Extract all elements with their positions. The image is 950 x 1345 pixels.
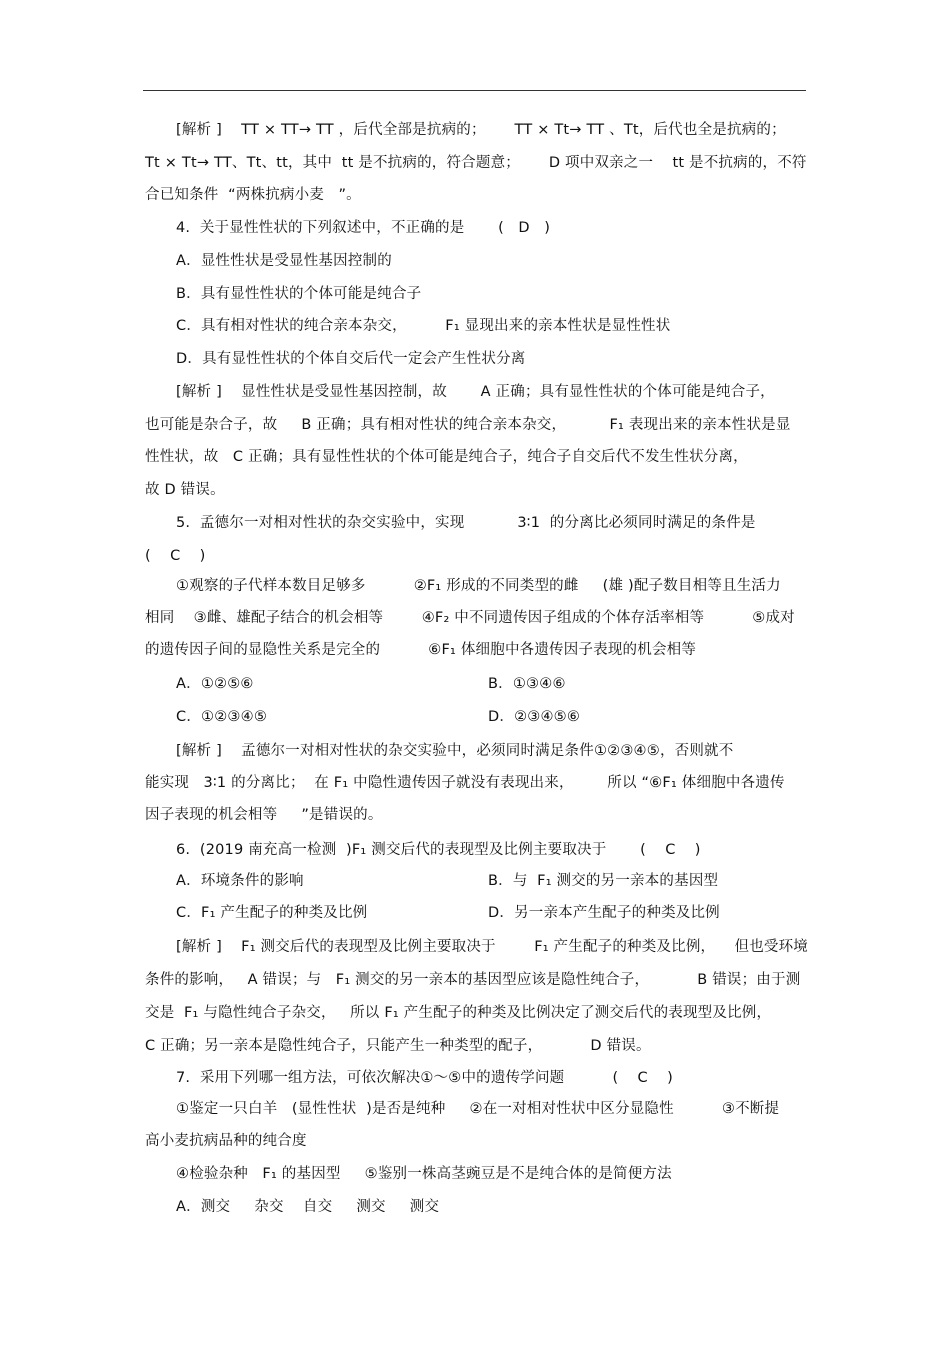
text-line: 因子表现的机会相等 ”是错误的。 (145, 807, 383, 823)
text-line: ④检验杂种 F₁ 的基因型 ⑤鉴别一株高茎豌豆是不是纯合体的是简便方法 (176, 1166, 672, 1182)
answer-option: A．①②⑤⑥ (176, 676, 254, 692)
header-rule (143, 90, 806, 91)
answer-option: A．环境条件的影响 (176, 873, 304, 889)
text-line: 5. 孟德尔一对相对性状的杂交实验中，实现 3∶1 的分离比必须同时满足的条件是 (176, 515, 756, 531)
text-line: Tt × Tt→ TT、Tt、tt，其中 tt 是不抗病的，符合题意； D 项中双亲之一 tt 是不抗病的，不符 (145, 155, 807, 171)
text-line: ①鉴定一只白羊 (显性性状 )是否是纯种 ②在一对相对性状中区分显隐性 ③不断提 (176, 1101, 780, 1117)
text-line: ( C ) (145, 548, 206, 564)
text-line: D．具有显性性状的个体自交后代一定会产生性状分离 (176, 351, 526, 367)
text-line: 也可能是杂合子，故 B 正确；具有相对性状的纯合亲本杂交， F₁ 表现出来的亲本性状是显 (145, 417, 791, 433)
text-line: [解析 ] F₁ 测交后代的表现型及比例主要取决于 F₁ 产生配子的种类及比例， 但也受环境 (176, 939, 808, 955)
text-line: 交是 F₁ 与隐性纯合子杂交， 所以 F₁ 产生配子的种类及比例决定了测交后代的表现型及比例， (145, 1005, 772, 1021)
answer-option: B．①③④⑥ (488, 676, 566, 692)
text-line: [解析 ] 孟德尔一对相对性状的杂交实验中，必须同时满足条件①②③④⑤，否则就不 (176, 743, 734, 759)
answer-option: D．②③④⑤⑥ (488, 709, 581, 725)
text-line: [解析 ] TT × TT→ TT ，后代全部是抗病的； TT × Tt→ TT 、Tt，后代也全是抗病的； (176, 122, 786, 138)
answer-option: C．F₁ 产生配子的种类及比例 (176, 905, 368, 921)
text-line: 相同 ③雌、雄配子结合的机会相等 ④F₂ 中不同遗传因子组成的个体存活率相等 ⑤成对 (145, 610, 795, 626)
answer-option: D．另一亲本产生配子的种类及比例 (488, 905, 720, 921)
text-line: A．测交 杂交 自交 测交 测交 (176, 1199, 440, 1215)
text-line: 条件的影响， A 错误；与 F₁ 测交的另一亲本的基因型应该是隐性纯合子， B 错误；由于测 (145, 972, 801, 988)
text-line: 合已知条件 “两株抗病小麦 ”。 (145, 187, 361, 203)
text-line: ①观察的子代样本数目足够多 ②F₁ 形成的不同类型的雌 (雄 )配子数目相等且生活力 (176, 578, 781, 594)
text-line: A．显性性状是受显性基因控制的 (176, 253, 392, 269)
text-line: 4. 关于显性性状的下列叙述中，不正确的是 ( D ) (176, 220, 551, 236)
text-line: 6. (2019 南充高一检测 )F₁ 测交后代的表现型及比例主要取决于 ( C ) (176, 842, 701, 858)
text-line: 性性状，故 C 正确；具有显性性状的个体可能是纯合子，纯合子自交后代不发生性状分离， (145, 449, 748, 465)
text-line: [解析 ] 显性性状是受显性基因控制，故 A 正确；具有显性性状的个体可能是纯合子， (176, 384, 775, 400)
text-line: 高小麦抗病品种的纯合度 (145, 1133, 307, 1149)
text-line: 的遗传因子间的显隐性关系是完全的 ⑥F₁ 体细胞中各遗传因子表现的机会相等 (145, 642, 697, 658)
answer-option: B．与 F₁ 测交的另一亲本的基因型 (488, 873, 719, 889)
text-line: B．具有显性性状的个体可能是纯合子 (176, 286, 422, 302)
text-line: 能实现 3∶1 的分离比； 在 F₁ 中隐性遗传因子就没有表现出来， 所以 “⑥F₁ 体细胞中各遗传 (145, 775, 785, 791)
text-line: C 正确；另一亲本是隐性纯合子，只能产生一种类型的配子， D 错误。 (145, 1038, 651, 1054)
text-line: 7. 采用下列哪一组方法，可依次解决①～⑤中的遗传学问题 ( C ) (176, 1070, 673, 1086)
answer-option: C．①②③④⑤ (176, 709, 268, 725)
text-line: C．具有相对性状的纯合亲本杂交， F₁ 显现出来的亲本性状是显性性状 (176, 318, 671, 334)
text-line: 故 D 错误。 (145, 482, 225, 498)
